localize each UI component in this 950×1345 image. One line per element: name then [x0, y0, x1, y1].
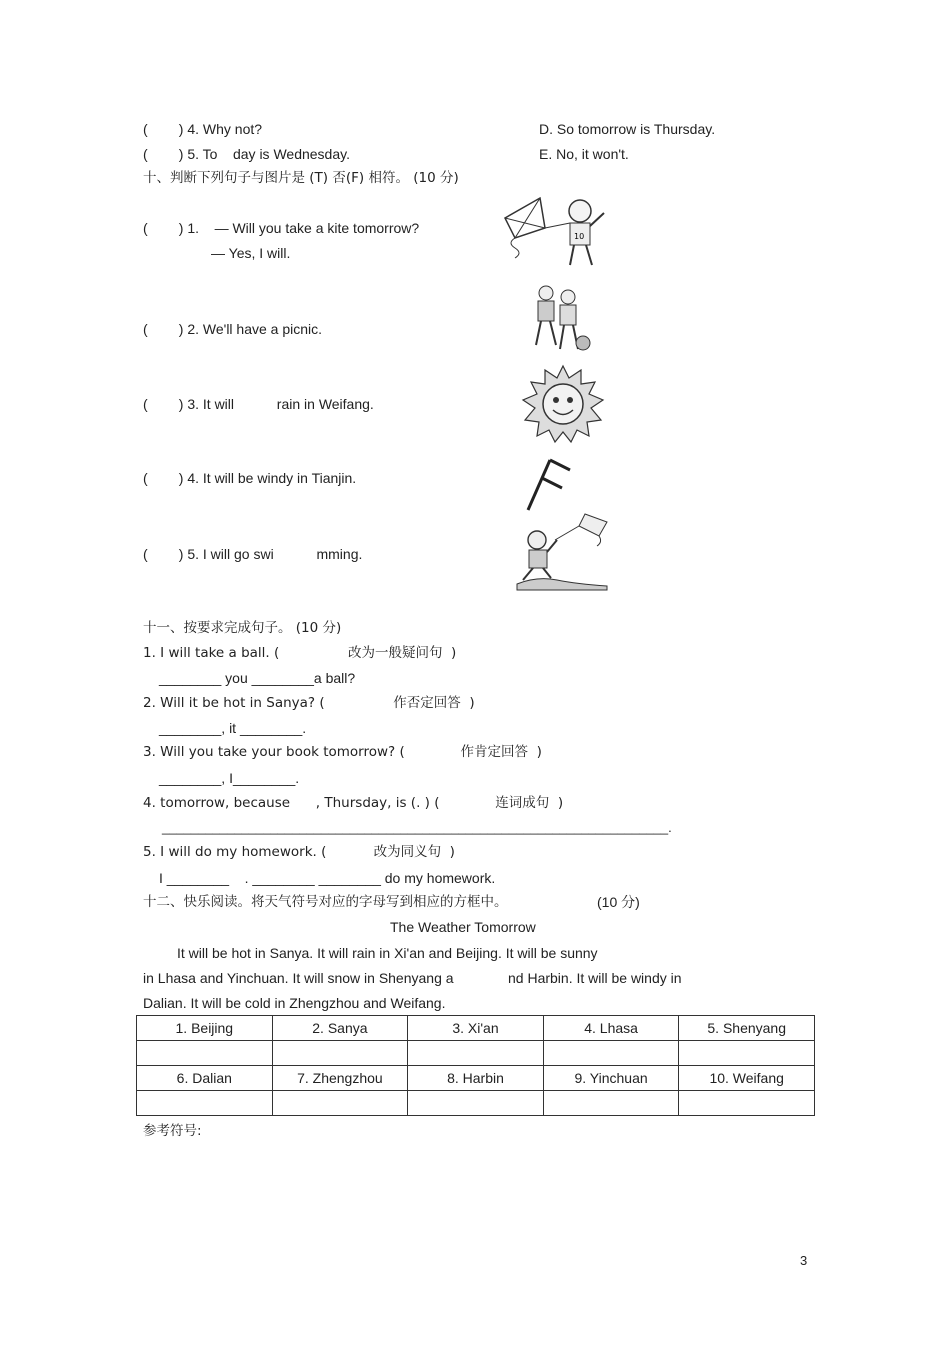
- boy-flying-kite-picture: [515, 512, 611, 592]
- smiling-sun-picture: [519, 364, 607, 444]
- boy-head: [569, 200, 591, 222]
- match-item-4: ( ) 4. Why not?: [143, 121, 263, 137]
- two-boys-playing-ball-picture: [526, 283, 596, 356]
- section12-score: (10 分): [597, 894, 640, 910]
- city-cell: 4. Lhasa: [543, 1016, 679, 1041]
- reading-line-3: Dalian. It will be cold in Zhengzhou and Weifang.: [143, 995, 446, 1011]
- page-number: 3: [800, 1253, 808, 1268]
- answer-cell[interactable]: [679, 1041, 815, 1066]
- answer-cell[interactable]: [679, 1091, 815, 1116]
- judge-item-3: ( ) 3. It will rain in Weifang.: [143, 396, 374, 412]
- judge-item-5: ( ) 5. I will go swi mming.: [143, 546, 363, 562]
- rewrite-q5: 5. I will do my homework. ( 改为同义句 ): [143, 844, 455, 860]
- city-cell: 3. Xi'an: [408, 1016, 544, 1041]
- rewrite-q1: 1. I will take a ball. ( 改为一般疑问句 ): [143, 645, 457, 661]
- ball-icon: [576, 336, 590, 350]
- answer-cell[interactable]: [272, 1041, 408, 1066]
- answer-cell[interactable]: [543, 1091, 679, 1116]
- judge-item-1-answer: — Yes, I will.: [211, 245, 291, 261]
- section11-title: 十一、按要求完成句子。 (10 分): [143, 620, 342, 636]
- table-row-cities-1: [137, 1016, 815, 1041]
- city-cell: 5. Shenyang: [679, 1016, 815, 1041]
- judge-item-1: ( ) 1. — Will you take a kite tomorrow?: [143, 220, 420, 236]
- table-row-answers-1: [137, 1041, 815, 1066]
- reference-symbols-label: 参考符号:: [143, 1123, 202, 1139]
- answer-cell[interactable]: [272, 1091, 408, 1116]
- sun-face: [543, 384, 583, 424]
- judge-item-2: ( ) 2. We'll have a picnic.: [143, 321, 323, 337]
- match-answer-d: D. So tomorrow is Thursday.: [539, 121, 716, 137]
- city-cell: 1. Beijing: [137, 1016, 273, 1041]
- city-cell: 9. Yinchuan: [543, 1066, 679, 1091]
- reading-line-2: in Lhasa and Yinchuan. It will snow in Shenyang a nd Harbin. It will be windy in: [143, 970, 682, 986]
- weather-answer-table: [136, 1015, 815, 1116]
- svg-text:10: 10: [574, 232, 585, 241]
- wind-symbol-picture: [524, 458, 572, 512]
- city-cell: 8. Harbin: [408, 1066, 544, 1091]
- answer-cell[interactable]: [408, 1091, 544, 1116]
- city-cell: 2. Sanya: [272, 1016, 408, 1041]
- rewrite-q3: 3. Will you take your book tomorrow? ( 作肯定回答 ): [143, 744, 542, 760]
- answer-cell[interactable]: [137, 1041, 273, 1066]
- rewrite-q2-blank[interactable]: ________, it ________.: [159, 720, 307, 736]
- kite-shape: [505, 198, 545, 238]
- answer-cell[interactable]: [543, 1041, 679, 1066]
- rewrite-q1-blank[interactable]: ________ you ________a ball?: [159, 670, 356, 686]
- match-item-5: ( ) 5. To day is Wednesday.: [143, 146, 350, 162]
- boy-with-kite-picture: [500, 193, 610, 271]
- rewrite-q2: 2. Will it be hot in Sanya? ( 作否定回答 ): [143, 695, 475, 711]
- city-cell: 6. Dalian: [137, 1066, 273, 1091]
- city-cell: 7. Zhengzhou: [272, 1066, 408, 1091]
- rewrite-q3-blank[interactable]: ________, I________.: [159, 770, 300, 786]
- section10-title: 十、判断下列句子与图片是 (T) 否(F) 相符。 (10 分): [143, 170, 459, 186]
- match-answer-e: E. No, it won't.: [539, 146, 629, 162]
- table-row-answers-2: [137, 1091, 815, 1116]
- rewrite-q5-blank[interactable]: I ________ . ________ ________ do my homework.: [159, 870, 496, 886]
- table-row-cities-2: [137, 1066, 815, 1091]
- reading-line-1: It will be hot in Sanya. It will rain in Xi'an and Beijing. It will be sunny: [177, 945, 598, 961]
- city-cell: 10. Weifang: [679, 1066, 815, 1091]
- rewrite-q4: 4. tomorrow, because , Thursday, is (. ) ( 连词成句 ): [143, 795, 564, 811]
- rewrite-q4-blank[interactable]: ______________________________________________________________________.: [162, 820, 672, 835]
- judge-item-4: ( ) 4. It will be windy in Tianjin.: [143, 470, 357, 486]
- reading-title: The Weather Tomorrow: [390, 919, 536, 935]
- answer-cell[interactable]: [137, 1091, 273, 1116]
- section12-title: 十二、快乐阅读。将天气符号对应的字母写到相应的方框中。: [143, 894, 508, 910]
- answer-cell[interactable]: [408, 1041, 544, 1066]
